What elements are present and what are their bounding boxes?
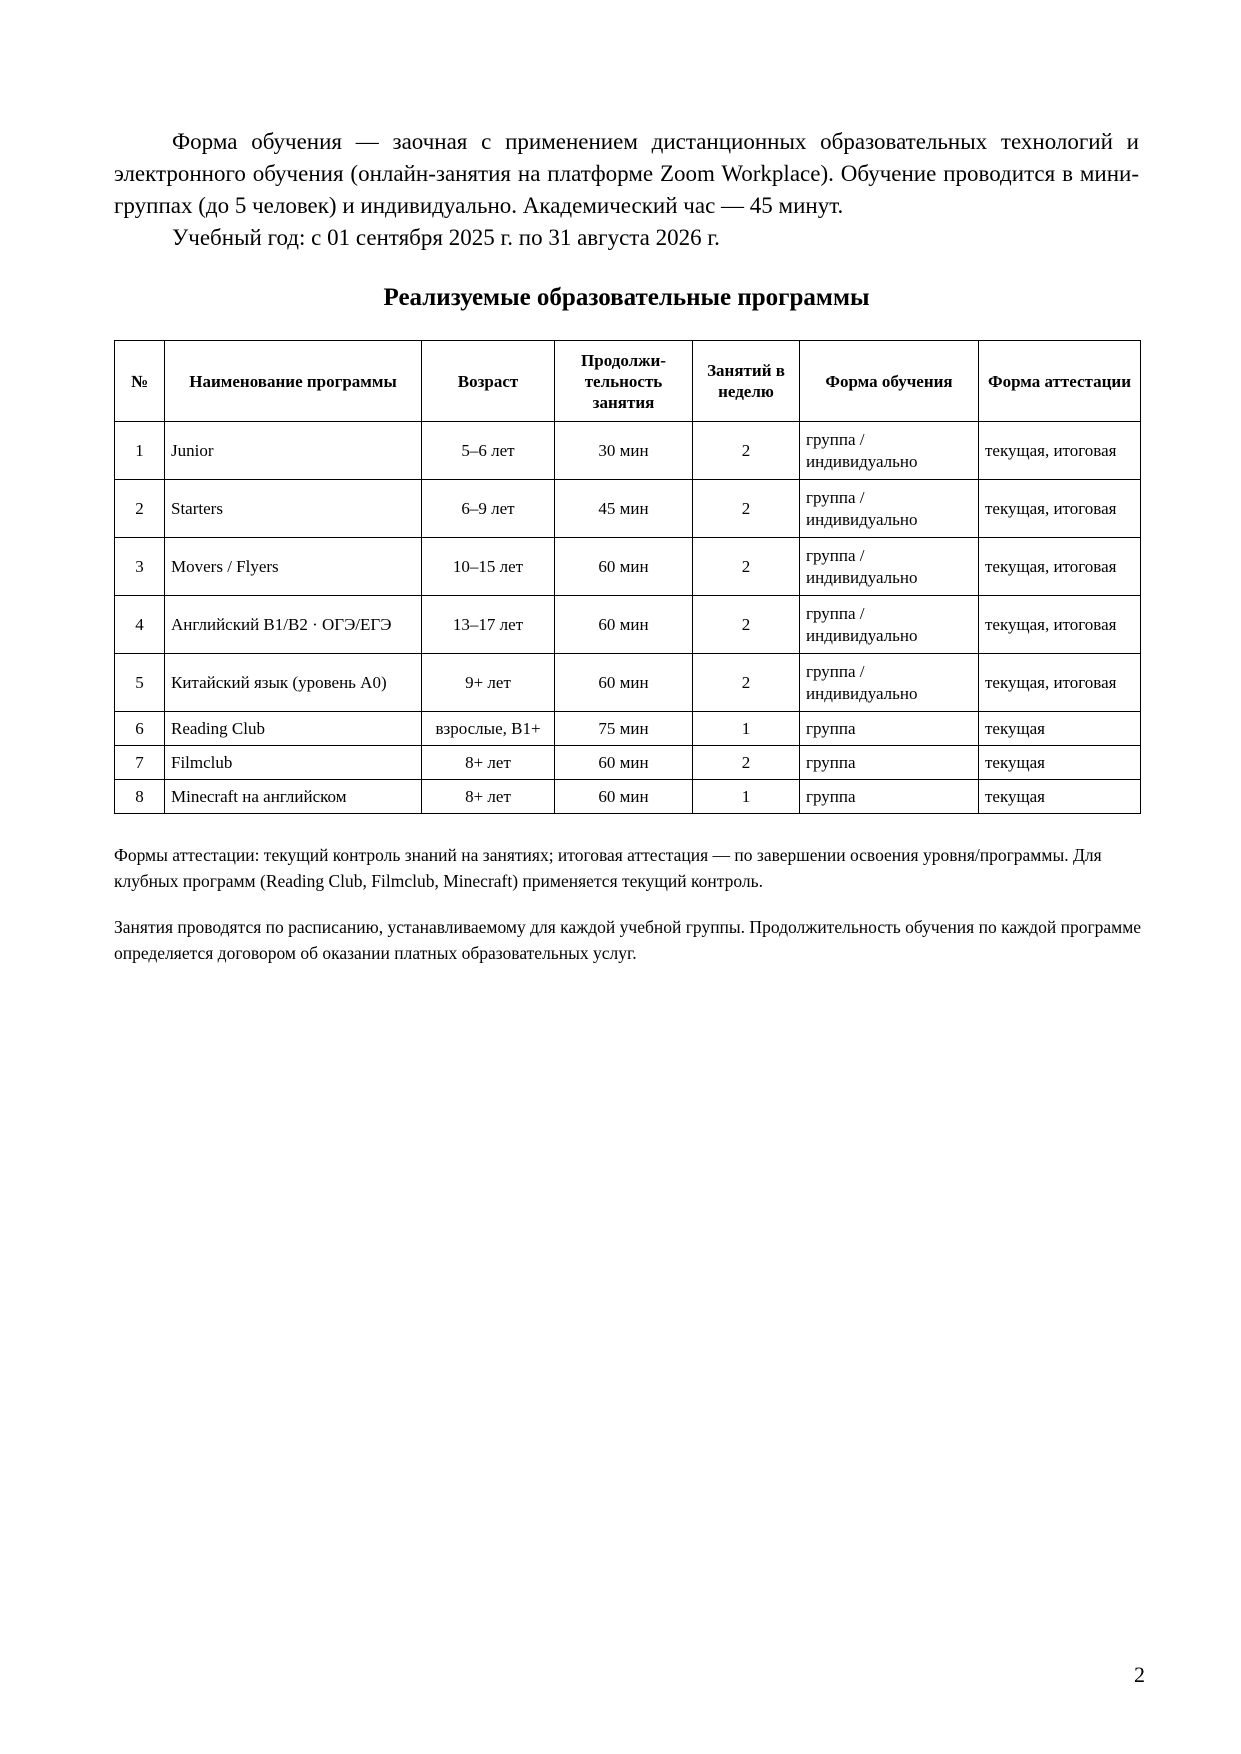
cell-num: 1: [115, 422, 165, 480]
cell-age: взрослые, B1+: [422, 712, 555, 746]
cell-num: 8: [115, 780, 165, 814]
intro-paragraph-academic-year: Учебный год: с 01 сентября 2025 г. по 31 августа 2026 г.: [172, 225, 720, 250]
header-duration: Продолжи-тельность занятия: [555, 341, 693, 422]
table-header-row: [115, 341, 1141, 422]
cell-per-week: 2: [693, 480, 800, 538]
cell-attestation: текущая: [979, 780, 1141, 814]
notes-paragraph-attestation: Формы аттестации: текущий контроль знаний на занятиях; итоговая аттестация — по завершении освоения уровня/программы. Для клубных программ (Reading Club, Filmclub, Minecraft) применяется текущий контроль.: [114, 845, 1102, 891]
header-per-week: Занятий в неделю: [693, 341, 800, 422]
cell-attestation: текущая, итоговая: [979, 596, 1141, 654]
cell-name: Английский B1/B2 · ОГЭ/ЕГЭ: [165, 596, 422, 654]
cell-attestation: текущая, итоговая: [979, 538, 1141, 596]
cell-attestation: текущая: [979, 746, 1141, 780]
cell-duration: 60 мин: [555, 596, 693, 654]
cell-num: 7: [115, 746, 165, 780]
cell-name: Junior: [165, 422, 422, 480]
table-row: [115, 746, 1141, 780]
cell-per-week: 2: [693, 654, 800, 712]
cell-per-week: 2: [693, 538, 800, 596]
section-heading: Реализуемые образовательные программы: [383, 284, 870, 311]
cell-age: 5–6 лет: [422, 422, 555, 480]
cell-form: группа / индивидуально: [800, 422, 979, 480]
cell-per-week: 2: [693, 596, 800, 654]
cell-age: 9+ лет: [422, 654, 555, 712]
cell-name: Starters: [165, 480, 422, 538]
cell-num: 3: [115, 538, 165, 596]
cell-attestation: текущая, итоговая: [979, 422, 1141, 480]
cell-per-week: 2: [693, 422, 800, 480]
cell-name: Minecraft на английском: [165, 780, 422, 814]
cell-name: Movers / Flyers: [165, 538, 422, 596]
header-age: Возраст: [422, 341, 555, 422]
cell-duration: 75 мин: [555, 712, 693, 746]
cell-form: группа / индивидуально: [800, 538, 979, 596]
cell-duration: 60 мин: [555, 780, 693, 814]
header-attestation: Форма аттестации: [979, 341, 1141, 422]
cell-form: группа / индивидуально: [800, 654, 979, 712]
cell-duration: 60 мин: [555, 654, 693, 712]
cell-duration: 30 мин: [555, 422, 693, 480]
cell-attestation: текущая, итоговая: [979, 654, 1141, 712]
header-num: №: [115, 341, 165, 422]
cell-form: группа: [800, 746, 979, 780]
cell-age: 13–17 лет: [422, 596, 555, 654]
cell-num: 2: [115, 480, 165, 538]
cell-age: 8+ лет: [422, 746, 555, 780]
cell-num: 5: [115, 654, 165, 712]
cell-age: 8+ лет: [422, 780, 555, 814]
notes-paragraph-schedule: Занятия проводятся по расписанию, устанавливаемому для каждой учебной группы. Продолжительность обучения по каждой программе определяется договором об оказании платных образовательных услуг.: [114, 917, 1142, 963]
header-form: Форма обучения: [800, 341, 979, 422]
cell-name: Filmclub: [165, 746, 422, 780]
cell-name: Reading Club: [165, 712, 422, 746]
header-name: Наименование программы: [165, 341, 422, 422]
cell-form: группа: [800, 712, 979, 746]
cell-form: группа / индивидуально: [800, 596, 979, 654]
notes-section: [114, 842, 1144, 986]
cell-form: группа: [800, 780, 979, 814]
programs-table: [114, 340, 1141, 814]
cell-name: Китайский язык (уровень A0): [165, 654, 422, 712]
cell-age: 10–15 лет: [422, 538, 555, 596]
cell-per-week: 1: [693, 712, 800, 746]
table-row: [115, 596, 1141, 654]
table-row: [115, 780, 1141, 814]
intro-section: [114, 126, 1139, 254]
table-row: [115, 538, 1141, 596]
intro-paragraph-study-form: Форма обучения — заочная с применением дистанционных образовательных технологий и электронного обучения (онлайн-занятия на платформе Zoom Workplace). Обучение проводится в мини-группах (до 5 человек) и индивидуально. Академический час — 45 минут.: [114, 129, 1139, 218]
cell-duration: 60 мин: [555, 538, 693, 596]
cell-per-week: 1: [693, 780, 800, 814]
cell-form: группа / индивидуально: [800, 480, 979, 538]
cell-attestation: текущая: [979, 712, 1141, 746]
cell-duration: 45 мин: [555, 480, 693, 538]
cell-attestation: текущая, итоговая: [979, 480, 1141, 538]
cell-num: 6: [115, 712, 165, 746]
cell-age: 6–9 лет: [422, 480, 555, 538]
table-row: [115, 480, 1141, 538]
page-number: 2: [1134, 1662, 1145, 1687]
table-row: [115, 654, 1141, 712]
cell-num: 4: [115, 596, 165, 654]
table-row: [115, 712, 1141, 746]
table-row: [115, 422, 1141, 480]
cell-duration: 60 мин: [555, 746, 693, 780]
cell-per-week: 2: [693, 746, 800, 780]
